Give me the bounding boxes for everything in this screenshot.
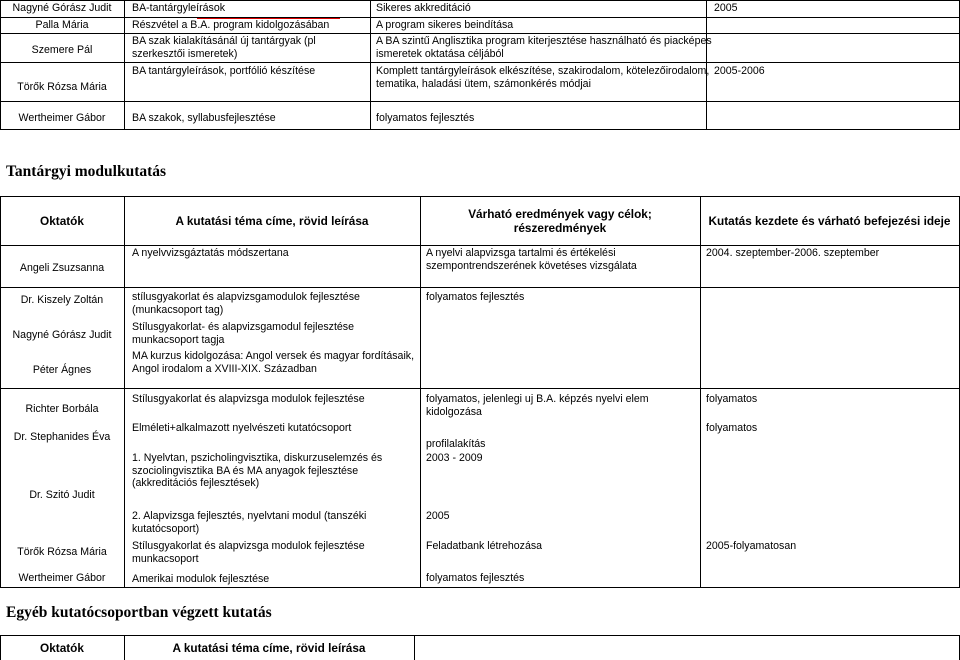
person-name: Nagyné Górász Judit bbox=[12, 2, 112, 14]
activity-result: Sikeres akkreditáció bbox=[376, 2, 471, 14]
section-title: Tantárgyi modulkutatás bbox=[6, 163, 167, 180]
research-period: 2004. szeptember-2006. szeptember bbox=[706, 247, 880, 259]
table-border bbox=[124, 0, 125, 130]
expected-result: Feladatbank létrehozása bbox=[426, 540, 543, 552]
expected-result: folyamatos fejlesztés bbox=[426, 572, 525, 584]
instructor-name: Dr. Kiszely Zoltán bbox=[20, 294, 104, 306]
table-border bbox=[0, 196, 1, 588]
person-name: Wertheimer Gábor bbox=[18, 112, 106, 124]
section-title: Egyéb kutatócsoportban végzett kutatás bbox=[6, 604, 272, 621]
column-header-results: Várható eredmények vagy célok; részeredmények bbox=[468, 207, 652, 235]
activity-result: A program sikeres beindítása bbox=[376, 19, 514, 31]
table-border bbox=[0, 101, 960, 102]
research-topic: stílusgyakorlat és alapvizsgamodulok fejlesztése (munkacsoport tag) bbox=[132, 291, 360, 316]
table-border bbox=[0, 245, 960, 246]
table-border bbox=[0, 0, 960, 1]
instructor-name: Nagyné Górász Judit bbox=[12, 329, 112, 341]
research-topic: Elméleti+alkalmazott nyelvészeti kutatócsoport bbox=[132, 422, 352, 434]
instructor-name: Wertheimer Gábor bbox=[18, 572, 106, 584]
table-border bbox=[370, 0, 371, 130]
person-name: Törők Rózsa Mária bbox=[17, 81, 107, 93]
table-border bbox=[0, 62, 960, 63]
research-topic: Amerikai modulok fejlesztése bbox=[132, 573, 270, 585]
table-border bbox=[700, 196, 701, 588]
research-topic: Stílusgyakorlat és alapvizsga modulok fejlesztése munkacsoport bbox=[132, 540, 365, 565]
research-topic: 1. Nyelvtan, pszicholingvisztika, diskurzuselemzés és szociolingvisztika BA és MA anyagok fejlesztése (akkreditációs fejlesztések) bbox=[132, 452, 383, 489]
activity-topic: BA szakok, syllabusfejlesztése bbox=[132, 112, 276, 124]
research-topic: Stílusgyakorlat- és alapvizsgamodul fejlesztése munkacsoport tagja bbox=[132, 321, 354, 346]
research-period: 2005-folyamatosan bbox=[706, 540, 797, 552]
research-topic: 2. Alapvizsga fejlesztés, nyelvtani modul (tanszéki kutatócsoport) bbox=[132, 510, 367, 535]
expected-result: 2005 bbox=[426, 510, 450, 522]
activity-result: folyamatos fejlesztés bbox=[376, 112, 475, 124]
table-border bbox=[0, 635, 960, 636]
instructor-name: Richter Borbála bbox=[25, 403, 99, 415]
column-header-topic: A kutatási téma címe, rövid leírása bbox=[175, 214, 369, 228]
activity-period: 2005-2006 bbox=[714, 65, 765, 77]
table-border bbox=[124, 196, 125, 588]
instructor-name: Dr. Stephanides Éva bbox=[13, 431, 111, 443]
activity-result: A BA szintű Anglisztika program kiterjesztése használható és piacképes ismeretek oktatása céljából bbox=[376, 35, 712, 60]
activity-topic: BA-tantárgyleírások bbox=[132, 2, 226, 14]
instructor-name: Angeli Zsuzsanna bbox=[19, 262, 105, 274]
table-border bbox=[0, 388, 960, 389]
table-border bbox=[0, 129, 960, 130]
expected-result: folyamatos, jelenlegi uj B.A. képzés nyelvi elem kidolgozása bbox=[426, 393, 649, 418]
table-border bbox=[0, 287, 960, 288]
column-header-topic: A kutatási téma címe, rövid leírása bbox=[172, 641, 366, 655]
research-topic: MA kurzus kidolgozása: Angol versek és magyar fordításaik, Angol irodalom a XVIII-XIX. Században bbox=[132, 350, 415, 375]
instructor-name: Dr. Szitó Judit bbox=[29, 489, 95, 501]
column-header-instructors: Oktatók bbox=[40, 641, 84, 655]
instructor-name: Péter Ágnes bbox=[32, 364, 92, 376]
research-period: folyamatos bbox=[706, 393, 758, 405]
activity-period: 2005 bbox=[714, 2, 738, 14]
research-topic: Stílusgyakorlat és alapvizsga modulok fejlesztése bbox=[132, 393, 365, 405]
person-name: Palla Mária bbox=[35, 19, 89, 31]
table-border bbox=[0, 33, 960, 34]
activity-topic: Részvétel a B.A. program kidolgozásában bbox=[132, 19, 330, 31]
research-topic: A nyelvvizsgáztatás módszertana bbox=[132, 247, 289, 259]
expected-result: 2003 - 2009 bbox=[426, 452, 483, 464]
expected-result: folyamatos fejlesztés bbox=[426, 291, 525, 303]
activity-topic: BA tantárgyleírások, portfólió készítése bbox=[132, 65, 316, 77]
column-header-instructors: Oktatók bbox=[40, 214, 84, 228]
expected-result: A nyelvi alapvizsga tartalmi és értékelési szempontrendszerének követéses vizsgálata bbox=[426, 247, 637, 272]
table-border bbox=[414, 635, 415, 660]
instructor-name: Törők Rózsa Mária bbox=[17, 546, 107, 558]
column-header-period: Kutatás kezdete és várható befejezési ideje bbox=[708, 214, 951, 228]
expected-result: profilalakítás bbox=[426, 438, 486, 450]
research-period: folyamatos bbox=[706, 422, 758, 434]
activity-topic: BA szak kialakításánál új tantárgyak (pl szerkesztői ismeretek) bbox=[132, 35, 316, 60]
table-border bbox=[0, 17, 960, 18]
activity-result: Komplett tantárgyleírások elkészítése, szakirodalom, kötelezőirodalom, tematika, haladási ütem, számonkérés módjai bbox=[376, 65, 710, 90]
table-border bbox=[0, 587, 960, 588]
person-name: Szemere Pál bbox=[31, 44, 93, 56]
table-border bbox=[0, 196, 960, 197]
table-border bbox=[420, 196, 421, 588]
